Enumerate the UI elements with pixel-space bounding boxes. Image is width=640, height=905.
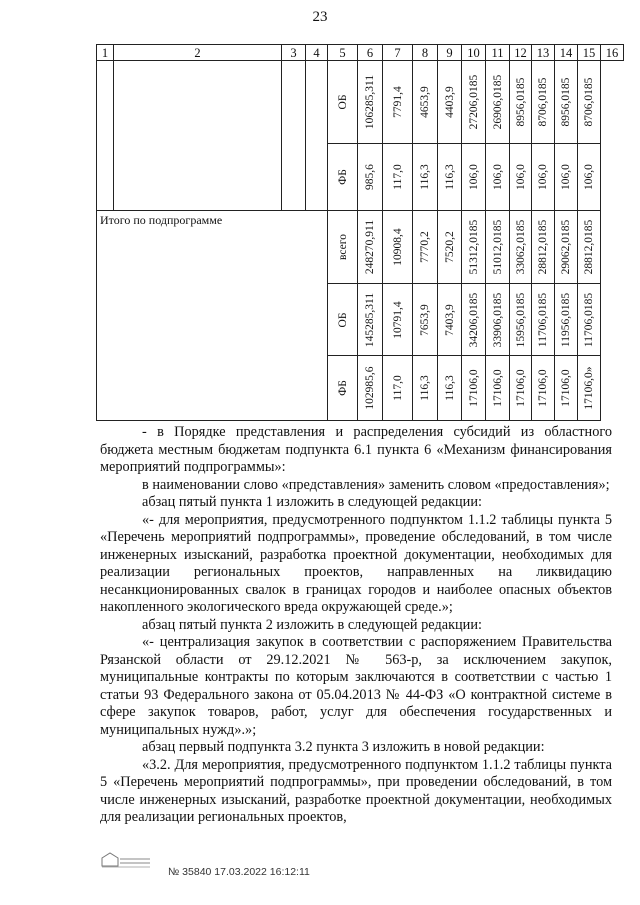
- header-cell: 8: [413, 45, 438, 61]
- header-cell: 13: [532, 45, 555, 61]
- value-cell: 17106,0: [514, 369, 527, 407]
- label-cell: ФБ: [328, 356, 358, 421]
- paragraph: «- для мероприятия, предусмотренного подпунктом 1.1.2 таблицы пункта 5 «Перечень мероприятий подпрограммы», проведение обследований, в том числе инженерных изысканий, разработка проектной документации, необходимых для реализации региональных проектов, направленных на ликвидацию несанкционированных свалок в границах городов и наиболее опасных объектов накопленного экологического вреда окружающей среде.»;: [100, 511, 612, 615]
- value-cell: 116,3: [443, 164, 456, 190]
- value-cell: 248270,911: [364, 219, 376, 275]
- paragraph: - в Порядке представления и распределения субсидий из областного бюджета местным бюджетам подпункта 6.1 пункта 6 «Механизм финансирования мероприятий подпрограммы»:: [100, 424, 612, 475]
- value-cell: 106,0: [467, 164, 480, 190]
- value-cell: 106,0: [491, 164, 504, 190]
- header-cell: 2: [114, 45, 282, 61]
- value-cell: 7520,2: [443, 231, 456, 263]
- value-cell: 11956,0185: [560, 292, 572, 347]
- paragraph: «3.2. Для мероприятия, предусмотренного подпунктом 1.1.2 таблицы пункта 5 «Перечень мероприятий подпрограммы», при проведении обследований, в том числе инженерных изысканий, разработке проектной документации, необходимых для реализации региональных проектов,: [100, 756, 612, 825]
- value-cell: 985,6: [364, 164, 376, 190]
- header-cell: 5: [328, 45, 358, 61]
- value-cell: 28812,0185: [537, 219, 549, 275]
- value-cell: 106,0: [560, 164, 572, 190]
- value-cell: 17106,0»: [583, 366, 595, 410]
- table-row: [97, 61, 624, 144]
- paragraph: «- централизация закупок в соответствии с распоряжением Правительства Рязанской области от 29.12.2021 № 563-р, за исключением закупок, муниципальные контракты по которым заключаются в соответствии с частью 1 статьи 93 Федерального закона от 05.04.2013 № 44-ФЗ «О контрактной системе в сфере закупок товаров, работ, услуг для обеспечения государственных и муниципальных нужд».»;: [100, 634, 612, 738]
- paragraph: в наименовании слово «представления» заменить словом «предоставления»;: [142, 476, 610, 493]
- label-cell: ОБ: [328, 284, 358, 356]
- value-cell: 10908,4: [391, 228, 404, 266]
- label-cell: ОБ: [328, 61, 358, 144]
- value-cell: 7653,9: [419, 303, 431, 336]
- value-cell: 17106,0: [467, 369, 480, 407]
- header-cell: 14: [555, 45, 578, 61]
- value-cell: 51012,0185: [491, 219, 504, 275]
- label-cell: всего: [328, 211, 358, 284]
- value-cell: 4403,9: [443, 86, 456, 118]
- value-cell: 7770,2: [419, 231, 431, 263]
- header-cell: 3: [282, 45, 306, 61]
- value-cell: 7403,9: [443, 303, 456, 336]
- header-cell: 1: [97, 45, 114, 61]
- paragraph: абзац пятый пункта 1 изложить в следующей редакции:: [142, 494, 482, 510]
- header-cell: 12: [510, 45, 532, 61]
- table-row: [97, 211, 624, 284]
- header-cell: 6: [358, 45, 383, 61]
- value-cell: 34206,0185: [467, 292, 480, 347]
- value-cell: 27206,0185: [467, 74, 480, 130]
- label-cell: ФБ: [328, 144, 358, 211]
- value-cell: 8706,0185: [583, 77, 595, 127]
- value-cell: 8706,0185: [537, 77, 549, 127]
- value-cell: 4653,9: [419, 86, 431, 118]
- value-cell: 106,0: [514, 164, 527, 190]
- header-cell: 4: [306, 45, 328, 61]
- document-footer: № 35840 17.03.2022 16:12:11: [168, 866, 310, 878]
- value-cell: 106,0: [537, 164, 549, 190]
- value-cell: 33062,0185: [514, 219, 527, 275]
- value-cell: 51312,0185: [467, 219, 480, 275]
- value-cell: 7791,4: [391, 86, 404, 118]
- budget-table: [96, 44, 624, 421]
- paragraph: абзац первый подпункта 3.2 пункта 3 изложить в новой редакции:: [142, 739, 545, 755]
- value-cell: 11706,0185: [583, 292, 595, 347]
- value-cell: 17106,0: [560, 369, 572, 407]
- value-cell: 17106,0: [537, 369, 549, 407]
- header-cell: 7: [383, 45, 413, 61]
- value-cell: 145285,311: [364, 292, 376, 347]
- subprogram-total-title: Итого по подпрограмме: [97, 211, 328, 421]
- value-cell: 106285,311: [364, 74, 376, 130]
- document-body: [100, 424, 612, 827]
- table-header-row: [97, 45, 624, 61]
- value-cell: 10791,4: [391, 300, 404, 339]
- value-cell: 33906,0185: [491, 292, 504, 347]
- header-cell: 10: [462, 45, 486, 61]
- value-cell: 106,0: [583, 164, 595, 190]
- registration-stamp-icon: [100, 850, 152, 868]
- value-cell: 116,3: [419, 375, 431, 401]
- page-number: 23: [312, 9, 328, 25]
- paragraph: абзац пятый пункта 2 изложить в следующей редакции:: [142, 616, 482, 633]
- value-cell: 15956,0185: [514, 292, 527, 347]
- value-cell: 17106,0: [491, 369, 504, 407]
- header-cell: 9: [438, 45, 462, 61]
- value-cell: 8956,0185: [514, 77, 527, 127]
- header-cell: 15: [578, 45, 601, 61]
- value-cell: 8956,0185: [560, 77, 572, 127]
- header-cell: 16: [601, 45, 624, 61]
- value-cell: 117,0: [391, 164, 404, 190]
- value-cell: 28812,0185: [583, 219, 595, 275]
- value-cell: 117,0: [391, 375, 404, 401]
- value-cell: 102985,6: [364, 366, 376, 410]
- value-cell: 29062,0185: [560, 219, 572, 275]
- value-cell: 11706,0185: [537, 292, 549, 347]
- value-cell: 116,3: [419, 164, 431, 190]
- header-cell: 11: [486, 45, 510, 61]
- value-cell: 116,3: [443, 375, 456, 401]
- value-cell: 26906,0185: [491, 74, 504, 130]
